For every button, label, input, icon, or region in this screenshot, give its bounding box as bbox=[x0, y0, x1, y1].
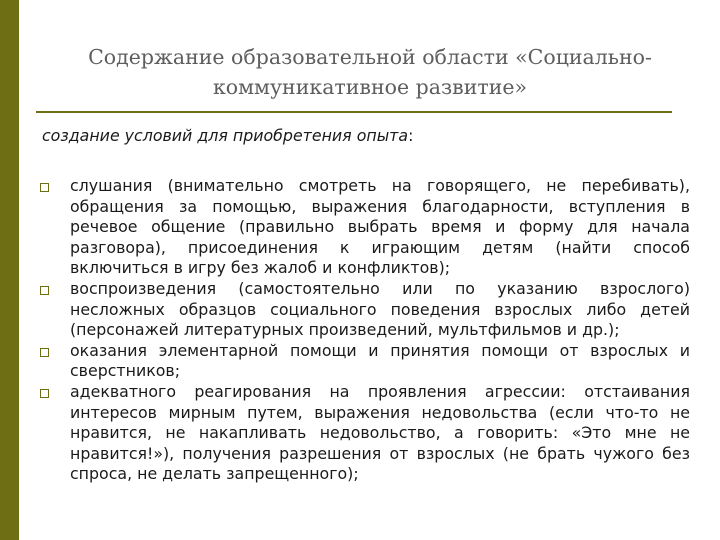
intro-line bbox=[42, 126, 413, 146]
list-item bbox=[40, 382, 690, 485]
square-bullet-icon bbox=[40, 183, 49, 192]
bullet-list bbox=[40, 176, 690, 485]
square-bullet-icon bbox=[40, 286, 49, 295]
square-bullet-icon bbox=[40, 389, 49, 398]
list-item-text: адекватного реагирования на проявления агрессии: отстаивания интересов мирным путем, выражения недовольства (если что-то не нравится, не накапливать недовольство, а говорить: «Это мне не нравится!»), получения разрешения от взрослых (не брать чужого без спроса, не делать запрещенного); bbox=[70, 381, 690, 484]
square-bullet-icon bbox=[40, 348, 49, 357]
intro-text: создание условий для приобретения опыта bbox=[42, 126, 409, 145]
list-item bbox=[40, 279, 690, 341]
decorative-side-bar bbox=[0, 0, 19, 540]
title-divider bbox=[36, 111, 672, 113]
slide-title: Содержание образовательной области «Социально-коммуникативное развитие» bbox=[88, 45, 652, 99]
list-item-text: оказания элементарной помощи и принятия помощи от взрослых и сверстников; bbox=[70, 340, 690, 381]
list-item bbox=[40, 341, 690, 382]
list-item bbox=[40, 176, 690, 279]
list-item-text: слушания (внимательно смотреть на говорящего, не перебивать), обращения за помощью, выражения благодарности, вступления в речевое общение (правильно выбрать время и форму для начала разговора), присоединения к играющим детям (найти способ включиться в игру без жалоб и конфликтов); bbox=[70, 176, 690, 278]
intro-colon: : bbox=[408, 126, 414, 145]
list-item-text: воспроизведения (самостоятельно или по указанию взрослого) несложных образцов социального поведения взрослых либо детей (персонажей литературных произведений, мультфильмов и др.); bbox=[70, 278, 690, 340]
